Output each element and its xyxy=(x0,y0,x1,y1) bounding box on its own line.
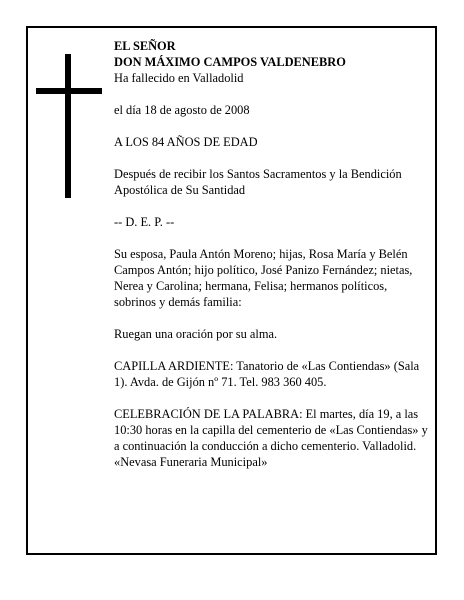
rip-text: -- D. E. P. -- xyxy=(114,215,175,229)
age-at-death: A LOS 84 AÑOS DE EDAD xyxy=(114,135,258,149)
cross-horizontal-bar xyxy=(36,88,102,94)
prayer-text: Ruegan una oración por su alma. xyxy=(114,327,278,341)
death-date: el día 18 de agosto de 2008 xyxy=(114,103,250,117)
family-text: Su esposa, Paula Antón Moreno; hijas, Rosa María y Belén Campos Antón; hijo político, José Panizo Fernández; nietas, Nerea y Carolina; hermana, Felisa; hermanos políticos, sobrinos y demás familia: xyxy=(114,247,413,309)
chapel-text: CAPILLA ARDIENTE: Tanatorio de «Las Contiendas» (Sala 1). Avda. de Gijón nº 71. Tel. 983 360 405. xyxy=(114,359,420,389)
celebration-text: CELEBRACIÓN DE LA PALABRA: El martes, día 19, a las 10:30 horas en la capilla del cementerio de «Las Contiendas» y a continuación la conducción a dicho cementerio. Valladolid. xyxy=(114,407,428,453)
died-in: Ha fallecido en Valladolid xyxy=(114,71,244,85)
obituary-text xyxy=(114,38,432,470)
cross-vertical-bar xyxy=(65,54,71,198)
title-line-1: EL SEÑOR xyxy=(114,39,176,53)
cross-icon xyxy=(36,54,102,198)
sacraments-text: Después de recibir los Santos Sacramentos y la Bendición Apostólica de Su Santidad xyxy=(114,167,402,197)
deceased-name: DON MÁXIMO CAMPOS VALDENEBRO xyxy=(114,55,346,69)
funeral-home: «Nevasa Funeraria Municipal» xyxy=(114,455,268,469)
